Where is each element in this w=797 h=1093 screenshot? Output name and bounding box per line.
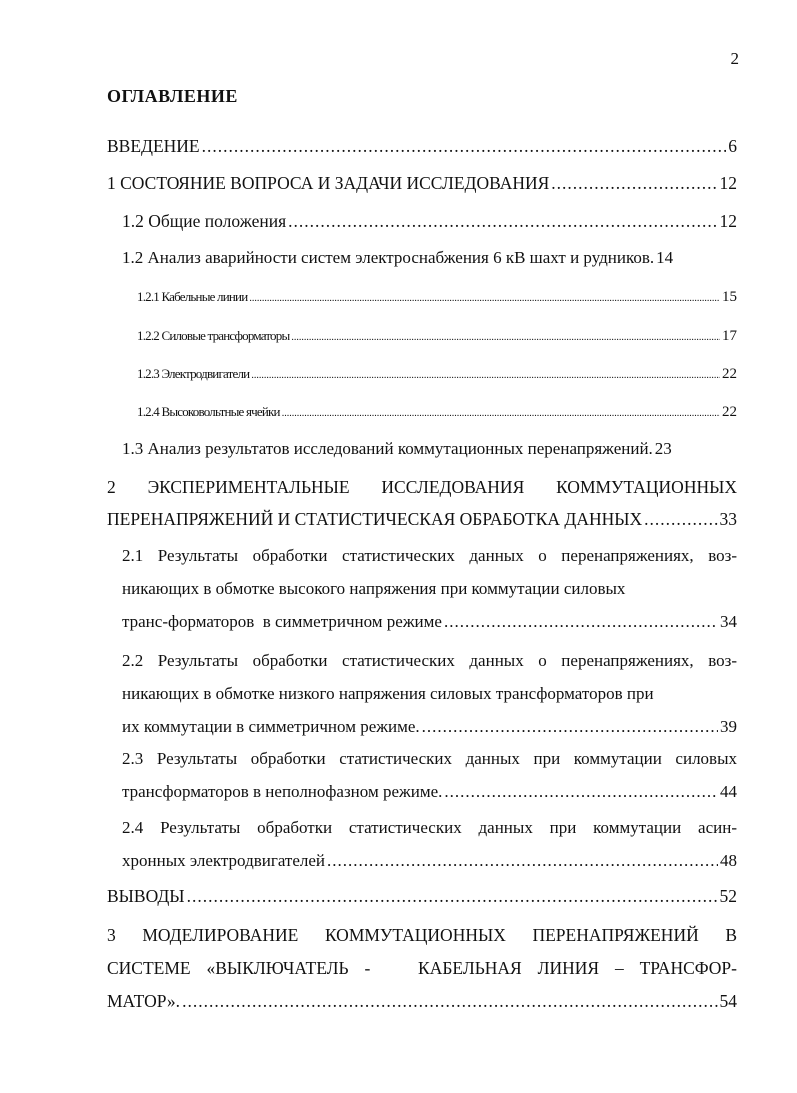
toc-entry-line: никающих в обмотке низкого напряжения силовых трансформаторов при — [122, 684, 654, 703]
toc-entry-line: 2.4 Результаты обработки статистических данных при коммутации асин- — [122, 818, 737, 837]
toc-entry-1-2-analysis[interactable] — [122, 248, 737, 268]
toc-entry-title: ВВЕДЕНИЕ — [107, 136, 200, 156]
toc-page-number: 22 — [722, 366, 737, 382]
page-number: 2 — [730, 49, 739, 68]
toc-page-number: 52 — [719, 886, 737, 906]
toc-entry-line: никающих в обмотке высокого напряжения при коммутации силовых — [122, 579, 626, 598]
toc-entry-line: 2.1 Результаты обработки статистических данных о перенапряжениях, воз- — [122, 546, 737, 565]
toc-entry-2-1[interactable] — [122, 546, 737, 632]
toc-leader — [327, 851, 718, 871]
toc-entry-chapter-3[interactable] — [107, 925, 737, 1011]
toc-entry-title: транс-форматоров в симметричном режиме — [122, 612, 442, 631]
toc-entry-1-2-4[interactable] — [137, 402, 737, 424]
toc-page-number: 34 — [720, 612, 737, 631]
toc-page-number: 33 — [719, 509, 737, 529]
toc-entry-2-3[interactable] — [122, 749, 737, 802]
toc-leader — [282, 404, 720, 424]
toc-entry-conclusions[interactable] — [107, 886, 737, 906]
toc-entry-title: их коммутации в симметричном режиме. — [122, 717, 420, 736]
toc-leader — [644, 509, 717, 529]
toc-leader — [551, 173, 717, 193]
toc-entry-title: 1.2 Общие положения — [122, 211, 287, 231]
toc-entry-1-2-1[interactable] — [137, 287, 737, 309]
toc-leader — [291, 328, 720, 348]
toc-entry-title: ВЫВОДЫ — [107, 886, 185, 906]
toc-page-number: 12 — [719, 211, 737, 231]
toc-entry-1-3[interactable] — [122, 439, 737, 459]
toc-entry-line: 2 ЭКСПЕРИМЕНТАЛЬНЫЕ ИССЛЕДОВАНИЯ КОММУТАЦИОННЫХ — [107, 477, 737, 497]
toc-leader — [444, 782, 718, 802]
toc-page-number: 6 — [728, 136, 737, 156]
toc-entry-line: 3 МОДЕЛИРОВАНИЕ КОММУТАЦИОННЫХ ПЕРЕНАПРЯЖЕНИЙ В — [107, 925, 737, 945]
toc-entry-title: 1.2 Анализ аварийности систем электроснабжения 6 кВ шахт и рудников. — [122, 248, 655, 267]
toc-leader — [288, 211, 717, 231]
toc-page-number: 54 — [719, 991, 737, 1011]
toc-entry-title: 1.2.2 Силовые трансформаторы — [137, 328, 290, 343]
toc-entry-1-2-general[interactable] — [122, 211, 737, 231]
toc-entry-line: 2.2 Результаты обработки статистических данных о перенапряжениях, воз- — [122, 651, 737, 670]
toc-entry-title: 1.3 Анализ результатов исследований коммутационных перенапряжений. — [122, 439, 653, 458]
toc-entry-title: 1.2.4 Высоковольтные ячейки — [137, 404, 280, 419]
toc-entry-1-2-3[interactable] — [137, 364, 737, 386]
toc-page-number: 39 — [720, 717, 737, 736]
toc-entry-title: 1.2.3 Электродвигатели — [137, 366, 250, 381]
toc-leader — [187, 886, 718, 906]
toc-leader — [444, 612, 718, 632]
toc-page-number: 15 — [722, 289, 737, 305]
toc-entry-title: МАТОР». — [107, 991, 181, 1011]
toc-entry-1-2-2[interactable] — [137, 326, 737, 348]
toc-entry-chapter-1[interactable] — [107, 173, 737, 193]
toc-leader — [202, 136, 727, 156]
toc-entry-2-2[interactable] — [122, 651, 737, 737]
toc-entry-intro[interactable] — [107, 136, 737, 156]
toc-entry-line: СИСТЕМЕ «ВЫКЛЮЧАТЕЛЬ - КАБЕЛЬНАЯ ЛИНИЯ – ТРАНСФОР- — [107, 958, 737, 978]
toc-leader — [249, 289, 720, 309]
toc-entry-title: хронных электродвигателей — [122, 851, 326, 870]
toc-page-number: 44 — [720, 782, 737, 801]
page-title: ОГЛАВЛЕНИЕ — [107, 86, 238, 106]
toc-entry-line: 2.3 Результаты обработки статистических данных при коммутации силовых — [122, 749, 737, 768]
toc-entry-title: 1 СОСТОЯНИЕ ВОПРОСА И ЗАДАЧИ ИССЛЕДОВАНИЯ — [107, 173, 550, 193]
toc-entry-title: ПЕРЕНАПРЯЖЕНИЙ И СТАТИСТИЧЕСКАЯ ОБРАБОТКА ДАННЫХ — [107, 509, 643, 529]
toc-page-number: 14 — [656, 248, 674, 267]
toc-page-number: 17 — [722, 328, 737, 344]
toc-entry-chapter-2[interactable] — [107, 477, 737, 529]
toc-page-number: 48 — [720, 851, 737, 870]
toc-entry-title: трансформаторов в неполнофазном режиме. — [122, 782, 443, 801]
toc-leader — [251, 366, 720, 386]
toc-entry-2-4[interactable] — [122, 818, 737, 871]
toc-page-number: 12 — [719, 173, 737, 193]
toc-page-number: 22 — [722, 404, 737, 420]
toc-page-number: 23 — [654, 439, 672, 458]
toc-entry-title: 1.2.1 Кабельные линии — [137, 289, 248, 304]
toc-leader — [182, 991, 717, 1011]
toc-leader — [422, 717, 718, 737]
